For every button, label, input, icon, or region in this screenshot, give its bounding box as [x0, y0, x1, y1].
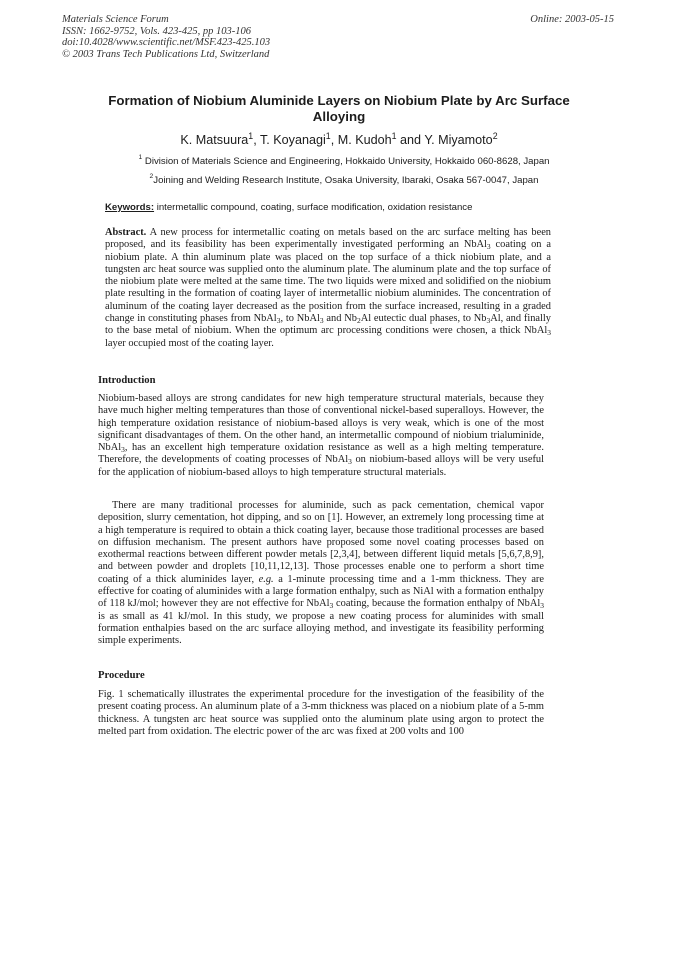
affiliation-1	[60, 156, 628, 167]
abstract-text: Al, and finally to the base metal of niobium. When the optimum arc processing conditions were chosen, a thick NbAl	[105, 313, 552, 337]
abstract-text: A new process for intermetallic coating on metals based on the arc surface melting has been proposed, and its feasibility has been experimentally investigated performing an NbAl	[105, 227, 552, 251]
paragraph-text: a 1-minute processing time and a 1-mm thickness. They are effective for coating of aluminides with a large formation enthalpy, such as NiAl with a formation enthalpy of 118 kJ/mol; however they are not effective for NbAl	[98, 573, 544, 610]
author-name: T. Koyanagi	[259, 133, 326, 147]
affiliation-number: 2	[149, 173, 154, 180]
paragraph-text: is as small as 41 kJ/mol. In this study, we propose a new coating process for aluminides with small formation enthalpies based on the arc surface alloying method, and investigate its feasibility performing simple experiments.	[98, 610, 544, 647]
abstract-label: Abstract.	[105, 227, 147, 238]
procedure-paragraph	[98, 689, 544, 738]
author-affiliation-mark: 2	[492, 131, 498, 141]
procedure-heading: Procedure	[98, 670, 145, 681]
author-name: M. Kudoh	[337, 133, 392, 147]
introduction-heading: Introduction	[98, 375, 156, 386]
author-list	[60, 133, 618, 147]
author-affiliation-mark: 1	[325, 131, 331, 141]
subscript: 3	[329, 601, 334, 611]
journal-info	[62, 14, 270, 60]
issn-line: ISSN: 1662-9752, Vols. 423-425, pp 103-106	[62, 25, 251, 37]
abstract	[105, 227, 551, 350]
paper-title: Formation of Niobium Aluminide Layers on Niobium Plate by Arc Surface Alloying	[108, 93, 570, 124]
paragraph-text: coating, because the formation enthalpy of NbAl	[333, 598, 541, 610]
subscript: 3	[486, 242, 491, 252]
author-separator: and	[396, 133, 425, 147]
subscript: 3	[121, 445, 125, 455]
introduction-paragraph-1	[98, 393, 544, 479]
page-header	[62, 14, 614, 60]
paragraph-text: , has an excellent high temperature oxidation resistance as well as a high melting temperature. Therefore, the developments of coating processes of NbAl	[98, 442, 544, 466]
affiliation-number: 1	[138, 154, 143, 161]
subscript: 3	[540, 601, 544, 611]
abstract-text: , to NbAl	[280, 313, 320, 325]
abstract-text: Al eutectic dual phases, to Nb	[360, 313, 487, 325]
paragraph-text: Niobium-based alloys are strong candidates for new high temperature structural materials, because they have much higher melting temperatures than those of conventional nickel-based superalloys. However, the high temperature oxidation resistance of niobium-based alloys is very weak, which is one of the most significant disadvantages of them. On the other hand, an intermetallic compound of niobium trialuminide, NbAl	[98, 393, 544, 454]
paragraph-text: There are many traditional processes for aluminide, such as pack cementation, chemical vapor deposition, slurry cementation, hot dipping, and so on [1]. However, an extremely long processing time at a high temperature is required to obtain a thick coating layer, because those traditional processes are based on diffusion mechanism. The present authors have proposed some novel coating processes based on exothermal reactions between different powder metals [2,3,4], between different liquid metals [5,6,7,8,9], and between powder and droplets [10,11,12,13]. Those processes enable one to perform a short time coating of a thick aluminides layer,	[98, 500, 544, 585]
copyright-line: © 2003 Trans Tech Publications Ltd, Switzerland	[62, 48, 270, 60]
journal-name: Materials Science Forum	[62, 14, 169, 25]
paragraph-text: on niobium-based alloys will be very useful for the application of niobium-based alloys to high temperature structural materials.	[98, 454, 544, 478]
keywords-label: Keywords:	[105, 202, 155, 213]
italic-text: e.g.	[258, 573, 274, 585]
abstract-text: layer occupied most of the coating layer.	[105, 337, 274, 349]
abstract-text: coating on a niobium plate. A thin aluminum plate was placed on the top surface of a thick niobium plate, and a tungsten arc heat source was supplied onto the aluminum plate. The aluminum plate and the top surface of the niobium plate were melted at the same time. The two liquids were mixed and solidified on the niobium plate resulting in the formation of coating layer of intermetallic niobium aluminides. The concentration of aluminum of the coating layer decreased as the position from the surface increased, resulting in a graded change in constituting phases from NbAl	[105, 239, 551, 325]
subscript: 3	[486, 316, 491, 326]
keywords-text: intermetallic compound, coating, surface modification, oxidation resistance	[156, 202, 473, 213]
paragraph-text: Fig. 1 schematically illustrates the experimental procedure for the investigation of the feasibility of the present coating process. An aluminum plate of a 3-mm thickness was placed on a niobium plate of a 5-mm thickness. A tungsten arc heat source was supplied onto the aluminum plate using argon to protect the melted part from oxidation. The electric power of the arc was fixed at 200 volts and 100	[98, 689, 544, 737]
abstract-text: and Nb	[323, 313, 357, 325]
subscript: 2	[356, 316, 361, 326]
author-separator: ,	[330, 133, 338, 147]
author-affiliation-mark: 1	[391, 131, 397, 141]
subscript: 3	[319, 316, 324, 326]
subscript: 3	[547, 328, 551, 338]
author-separator: ,	[253, 133, 260, 147]
affiliation-text: Joining and Welding Research Institute, Osaka University, Ibaraki, Osaka 567-0047, Japan	[153, 175, 539, 186]
author-name: Y. Miyamoto	[424, 133, 493, 147]
keywords	[105, 202, 618, 213]
introduction-paragraph-2	[98, 500, 544, 648]
author-name: K. Matsuura	[180, 133, 249, 147]
subscript: 3	[276, 316, 281, 326]
online-date: Online: 2003-05-15	[530, 14, 614, 25]
doi-line: doi:10.4028/www.scientific.net/MSF.423-425.103	[62, 37, 271, 49]
affiliation-text: Division of Materials Science and Engineering, Hokkaido University, Hokkaido 060-8628, Japan	[144, 156, 550, 167]
subscript: 3	[348, 457, 352, 467]
affiliation-2	[60, 175, 628, 186]
author-affiliation-mark: 1	[248, 131, 254, 141]
